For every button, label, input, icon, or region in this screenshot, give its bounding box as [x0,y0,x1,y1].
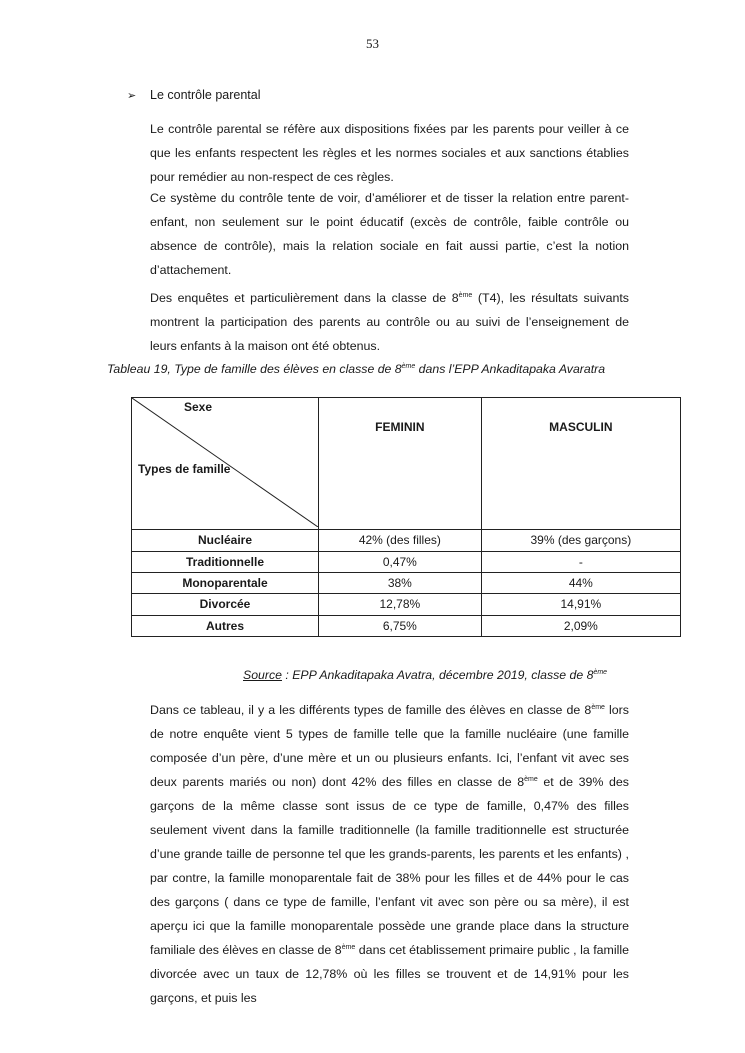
paragraph-system: Ce système du contrôle tente de voir, d’améliorer et de tisser la relation entre parent-enfant, non seulement sur le point éducatif (excès de contrôle, faible contrôle ou absence de contrôle), mais la relation sociale en fait aussi partie, c’est la notion d’attachement. [150,191,629,277]
paragraph-definition: Le contrôle parental se réfère aux dispositions fixées par les parents pour veiller à ce que les enfants respectent les règles et les normes sociales et aux sanctions établies pour remédier au non-respect de ces règles. [150,122,629,184]
cell-masculin: 44% [481,572,680,593]
family-type-table [131,397,681,637]
row-label: Divorcée [132,594,319,615]
cell-feminin: 6,75% [319,615,482,636]
cell-masculin: 2,09% [481,615,680,636]
table-row [132,615,681,636]
cell-feminin: 38% [319,572,482,593]
corner-cell [132,398,319,530]
table-row [132,530,681,551]
arrow-bullet-icon: ➢ [127,90,137,102]
section-title: Le contrôle parental [150,88,261,102]
table-source: Source : EPP Ankaditapaka Avatra, décembre 2019, classe de 8ème [243,668,608,682]
page-number: 53 [366,36,379,51]
paragraph-survey: Des enquêtes et particulièrement dans la classe de 8ème (T4), les résultats suivants montrent la participation des parents au contrôle ou au suivi de l’enseignement de leurs enfants à la maison ont été obtenus. [150,291,629,353]
row-label: Monoparentale [132,572,319,593]
table-row [132,572,681,593]
paragraph-analysis: Dans ce tableau, il y a les différents types de famille des élèves en classe de 8ème lors de notre enquête vient 5 types de famille telle que la famille nucléaire (une famille composée d’un père, d’une mère et un ou plusieurs enfants. Ici, l’enfant vit avec ses deux parents mariés ou non) dont 42% des filles en classe de 8ème et de 39% des garçons de la même classe sont issus de ce type de famille, 0,47% des filles seulement vivent dans la famille traditionnelle (la famille traditionnelle est structurée d’une grande taille de personne tel que les grands-parents, les parents et les enfants) , par contre, la famille monoparentale fait de 38% pour les filles et de 44% pour le cas des garçons ( dans ce type de famille, l’enfant vit avec son père ou sa mère), il est aperçu ici que la famille monoparentale possède une grande place dans la structure familiale des élèves en classe de 8ème dans cet établissement primaire public , la famille divorcée avec un taux de 12,78% où les filles se trouvent et de 14,91% pour les garçons, et puis les [150,703,629,1005]
header-masculin: MASCULIN [481,398,680,530]
source-label: Source [243,668,282,682]
header-types-de-famille: Types de famille [138,462,231,476]
cell-feminin: 42% (des filles) [319,530,482,551]
row-label: Autres [132,615,319,636]
cell-masculin: 39% (des garçons) [481,530,680,551]
table-row [132,594,681,615]
row-label: Nucléaire [132,530,319,551]
cell-feminin: 12,78% [319,594,482,615]
cell-masculin: - [481,551,680,572]
table-row [132,551,681,572]
row-label: Traditionnelle [132,551,319,572]
cell-masculin: 14,91% [481,594,680,615]
header-sexe: Sexe [184,400,213,414]
table-header-row [132,398,681,530]
table-caption: Tableau 19, Type de famille des élèves en classe de 8ème dans l’EPP Ankaditapaka Avaratra [107,362,606,376]
header-feminin: FEMININ [319,398,482,530]
section-heading [127,88,261,102]
cell-feminin: 0,47% [319,551,482,572]
